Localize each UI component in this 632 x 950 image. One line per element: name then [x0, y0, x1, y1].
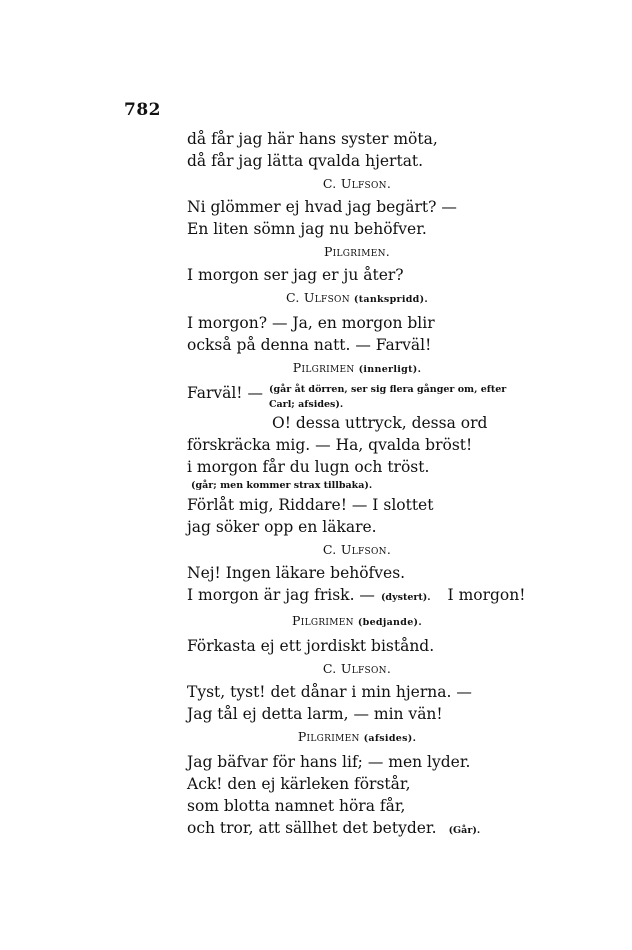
verse-line: i morgon får du lugn och tröst. — [187, 458, 430, 476]
speaker-heading: C. Ulfson. — [322, 542, 392, 557]
verse-line: O! dessa uttryck, dessa ord — [272, 414, 488, 432]
verse-line: som blotta namnet höra får, — [187, 797, 406, 815]
verse-line: Jag tål ej detta larm, — min vän! — [187, 705, 443, 723]
verse-line: I morgon är jag frisk. — (dystert). I morgon! — [187, 586, 526, 604]
verse-line: Jag bäfvar för hans lif; — men lyder. — [187, 753, 471, 771]
verse-line: Förkasta ej ett jordiskt bistånd. — [187, 637, 435, 655]
verse-line: då får jag lätta qvalda hjertat. — [187, 152, 424, 170]
verse-line: förskräcka mig. — Ha, qvalda bröst! — [187, 436, 473, 454]
speaker-heading: C. Ulfson. — [322, 176, 392, 191]
stage-direction: (tankspridd). — [353, 294, 429, 305]
verse-line: Tyst, tyst! det dånar i min hjerna. — — [187, 683, 472, 701]
speaker-heading: C. Ulfson. — [322, 661, 392, 676]
verse-line: då får jag här hans syster möta, — [187, 130, 438, 148]
stage-direction: (går åt dörren, ser sig flera gånger om, efter Carl; afsides). — [268, 384, 507, 410]
stage-direction: (innerligt). — [358, 364, 422, 375]
stage-direction: (Går). — [448, 825, 481, 836]
stage-direction: (dystert). — [380, 592, 431, 603]
verse-block — [187, 128, 547, 842]
verse-line: Ack! den ej kärleken förstår, — [187, 775, 411, 793]
verse-line: jag söker opp en läkare. — [187, 518, 377, 536]
verse-line: Nej! Ingen läkare behöfves. — [187, 564, 406, 582]
verse-line: Farväl! — (går åt dörren, ser sig flera gånger om, efter Carl; afsides). — [187, 382, 547, 412]
speaker-heading: Pilgrimen (innerligt). — [292, 360, 422, 375]
page-number: 782 — [124, 100, 161, 120]
stage-direction: (afsides). — [363, 733, 417, 744]
stage-direction: (bedjande). — [357, 617, 422, 628]
speaker-heading: Pilgrimen (afsides). — [297, 729, 417, 744]
verse-line: också på denna natt. — Farväl! — [187, 336, 432, 354]
speaker-heading: C. Ulfson (tankspridd). — [285, 290, 429, 305]
verse-line: och tror, att sällhet det betyder. (Går). — [187, 819, 481, 837]
verse-line: I morgon ser jag er ju åter? — [187, 266, 404, 284]
verse-line: Ni glömmer ej hvad jag begärt? — — [187, 198, 457, 216]
speaker-heading: Pilgrimen (bedjande). — [292, 613, 422, 628]
verse-line: I morgon? — Ja, en morgon blir — [187, 314, 435, 332]
verse-line: Förlåt mig, Riddare! — I slottet — [187, 496, 434, 514]
speaker-heading: Pilgrimen. — [323, 244, 391, 259]
verse-line: En liten sömn jag nu behöfver. — [187, 220, 427, 238]
stage-direction: (går; men kommer strax tillbaka). — [191, 480, 373, 491]
